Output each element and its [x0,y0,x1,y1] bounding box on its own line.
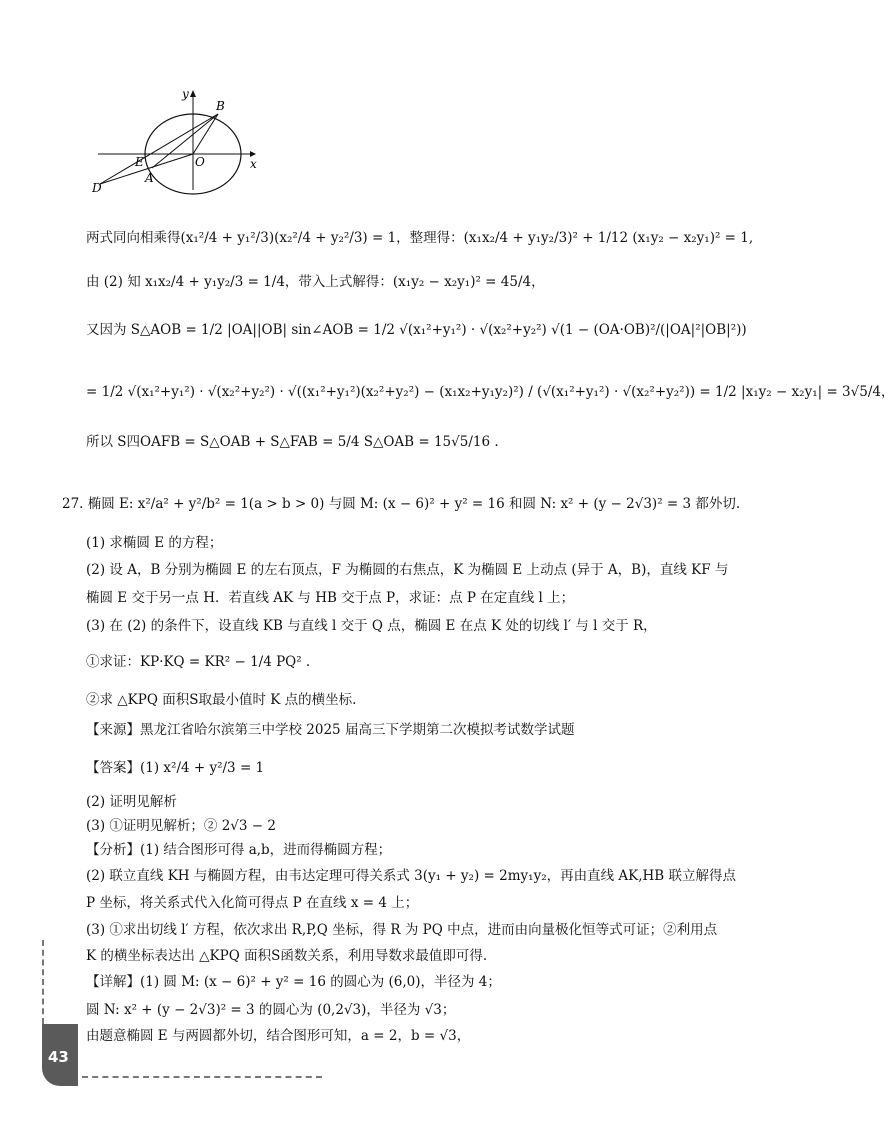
answer-line: 【答案】(1) x²/4 + y²/3 = 1 [86,760,265,776]
label-x: x [250,157,257,171]
text-line: K 的横坐标表达出 △KPQ 面积S函数关系，利用导数求最值即可得. [86,948,488,964]
text-line: 椭圆 E 交于另一点 H．若直线 AK 与 HB 交于点 P，求证：点 P 在定直线 l 上； [86,590,575,606]
page-number: 43 [48,1048,69,1066]
text-line: 又因为 S△AOB = 1/2 |OA||OB| sin∠AOB = 1/2 √(x₁²+y₁²) · √(x₂²+y₂²) √(1 − (OA·OB)²/(|OA|²|OB|²)) [86,322,747,338]
footer-dash-line [82,1076,322,1078]
label-E: E [135,155,144,169]
text-line: (3) ①证明见解析；② 2√3 − 2 [86,818,276,834]
label-D: D [92,181,102,195]
text-line: (3) ①求出切线 l′ 方程，依次求出 R,P,Q 坐标，得 R 为 PQ 中点，进而由向量极化恒等式可证；②利用点 [86,922,718,938]
text-line: ①求证：KP·KQ = KR² − 1/4 PQ² . [86,654,311,670]
question-stem: 27. 椭圆 E: x²/a² + y²/b² = 1(a > b > 0) 与圆 M: (x − 6)² + y² = 16 和圆 N: x² + (y − 2√3)² = 3 都外切. [62,496,741,512]
text-line: (2) 证明见解析 [86,794,177,810]
analysis-line: 【分析】(1) 结合图形可得 a,b，进而得椭圆方程； [86,842,392,858]
text-line: P 坐标，将关系式代入化简可得点 P 在直线 x = 4 上； [86,895,419,911]
segment-OB [193,114,218,154]
text-line: (1) 求椭圆 E 的方程； [86,535,223,551]
text-line: ②求 △KPQ 面积S取最小值时 K 点的横坐标. [86,692,357,708]
segment-DB [100,114,218,184]
text-line: 圆 N: x² + (y − 2√3)² = 3 的圆心为 (0,2√3)，半径为 √3； [86,1002,456,1018]
text-line: (2) 联立直线 KH 与椭圆方程，由韦达定理可得关系式 3(y₁ + y₂) = 2my₁y₂，再由直线 AK,HB 联立解得点 [86,868,737,884]
text-line: 两式同向相乘得(x₁²/4 + y₁²/3)(x₂²/4 + y₂²/3) = 1，整理得：(x₁x₂/4 + y₁y₂/3)² + 1/12 (x₁y₂ − x₂y₁)² = 1, [86,230,754,246]
y-axis-arrow [190,90,196,97]
text-line: = 1/2 √(x₁²+y₁²) · √(x₂²+y₂²) · √((x₁²+y₁²)(x₂²+y₂²) − (x₁x₂+y₁y₂)²) / (√(x₁²+y₁²) · √(x₂²+y₂²)) = 1/2 |x₁y₂ − x₂y₁| = 3√5/4， [86,384,894,400]
segment-AB [152,114,218,168]
label-y: y [182,87,189,101]
label-A: A [145,171,154,185]
text-line: 所以 S四OAFB = S△OAB + S△FAB = 5/4 S△OAB = 15√5/16 . [86,434,499,450]
text-line: 由 (2) 知 x₁x₂/4 + y₁y₂/3 = 1/4，带入上式解得：(x₁y₂ − x₂y₁)² = 45/4， [86,274,545,290]
ellipse-figure [90,86,270,196]
text-line: (2) 设 A，B 分别为椭圆 E 的左右顶点，F 为椭圆的右焦点，K 为椭圆 E 上动点 (异于 A，B)，直线 KF 与 [86,562,729,578]
source-line: 【来源】黑龙江省哈尔滨第三中学校 2025 届高三下学期第二次模拟考试数学试题 [86,722,575,738]
label-O: O [195,155,205,169]
text-line: (3) 在 (2) 的条件下，设直线 KB 与直线 l 交于 Q 点，椭圆 E 在点 K 处的切线 l′ 与 l 交于 R， [86,618,657,634]
text-line: 由题意椭圆 E 与两圆都外切，结合图形可知，a = 2，b = √3， [86,1028,471,1044]
detail-line: 【详解】(1) 圆 M: (x − 6)² + y² = 16 的圆心为 (6,0)，半径为 4； [86,974,501,990]
label-B: B [216,99,225,113]
margin-dash-vertical [42,940,44,1024]
